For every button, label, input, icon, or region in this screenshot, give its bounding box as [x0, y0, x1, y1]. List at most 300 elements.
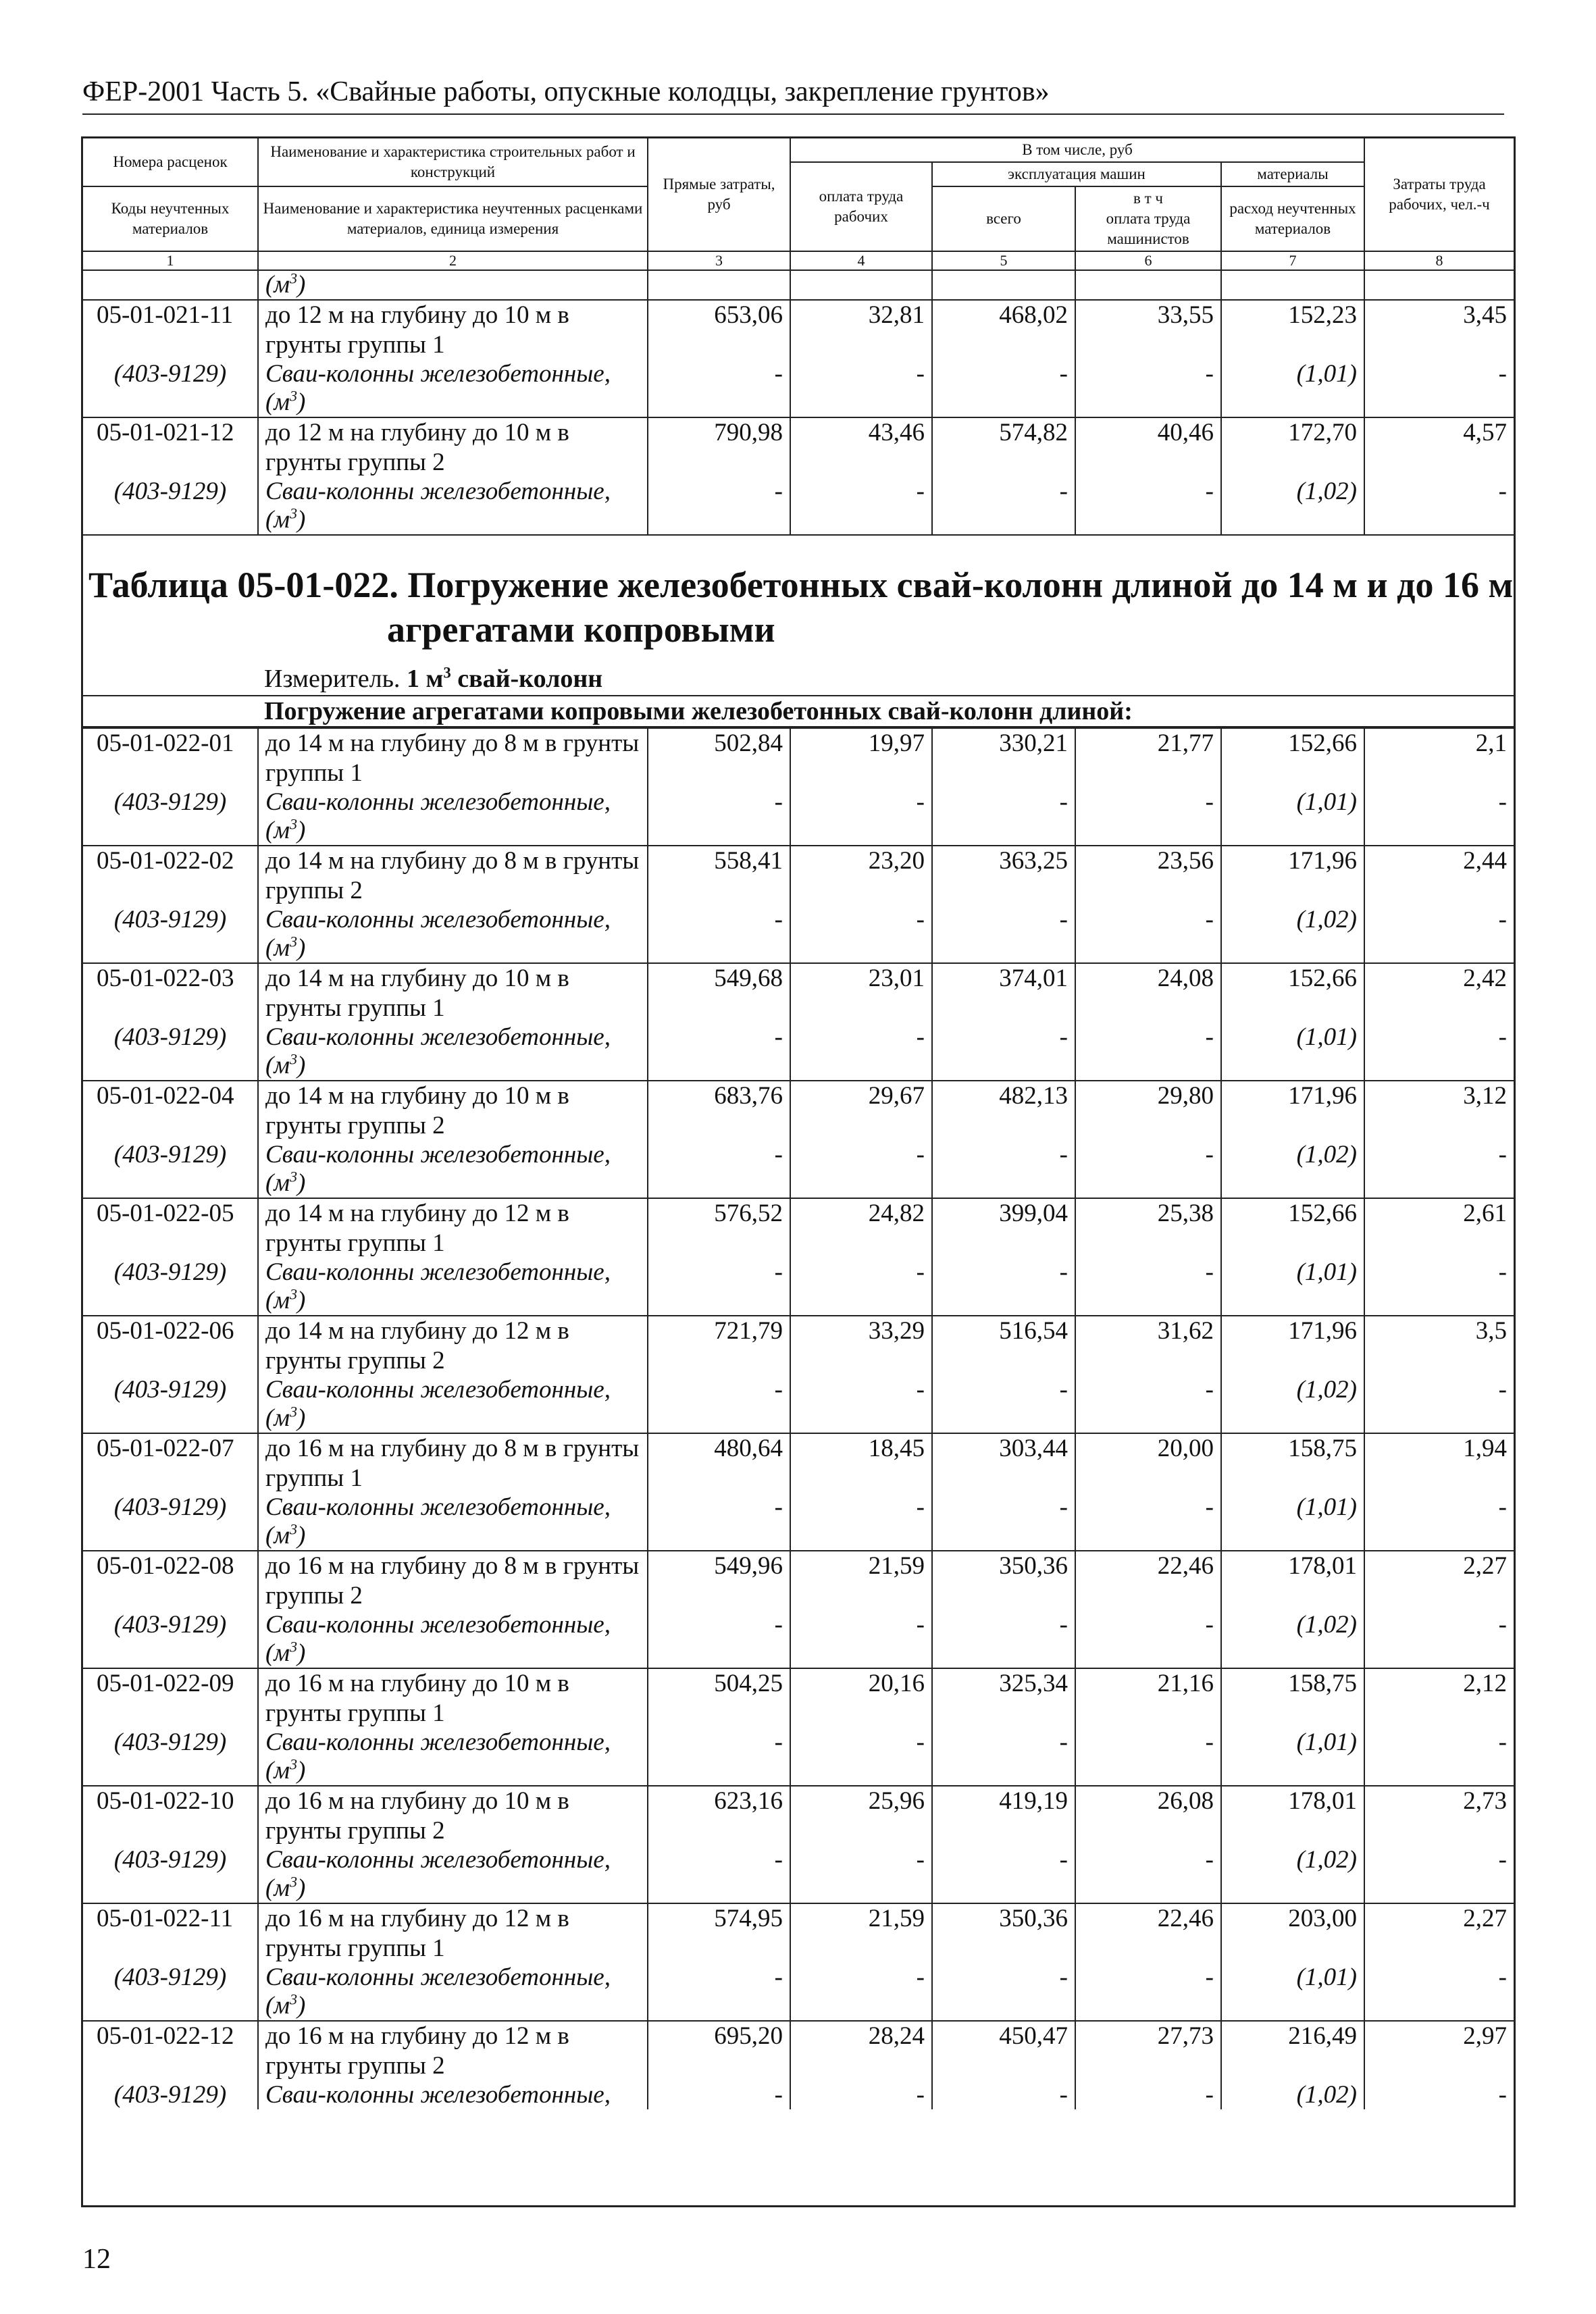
labor-hours: 2,61	[1364, 1198, 1514, 1258]
price-row	[83, 1551, 1514, 1611]
material-description: Сваи-колонны железобетонные, $(м^3)$	[258, 360, 648, 417]
material-code: (403-9129)	[83, 1023, 258, 1081]
machinists-wages: 29,80	[1075, 1081, 1221, 1141]
material-quantity: (1,01)	[1221, 788, 1364, 846]
labor-hours: 2,42	[1364, 963, 1514, 1023]
materials-cost: 158,75	[1221, 1668, 1364, 1728]
machinists-dash: -	[1075, 1493, 1221, 1551]
material-code: (403-9129)	[83, 1963, 258, 2021]
material-unit: (м	[265, 1052, 290, 1079]
machines-total: 374,01	[932, 963, 1075, 1023]
machinists-dash: -	[1075, 1728, 1221, 1786]
material-quantity: (1,02)	[1221, 1611, 1364, 1668]
material-row	[83, 478, 1514, 534]
material-quantity: (1,02)	[1221, 1376, 1364, 1433]
labor-hours: 2,12	[1364, 1668, 1514, 1728]
material-row	[83, 1728, 1514, 1786]
material-unit: (м	[265, 1992, 290, 2020]
work-description: до 16 м на глубину до 8 м в грунты группы 2	[258, 1551, 648, 1611]
machines-dash: -	[932, 1611, 1075, 1668]
material-quantity: (1,02)	[1221, 1846, 1364, 1903]
machinists-dash: -	[1075, 1258, 1221, 1316]
machinists-dash: -	[1075, 360, 1221, 417]
machinists-wages: 23,56	[1075, 846, 1221, 906]
col-num-1: 1	[83, 251, 258, 270]
material-description: Сваи-колонны железобетонные, $(м^3)$	[258, 1963, 648, 2021]
col-num-3: 3	[648, 251, 790, 270]
price-row	[83, 1433, 1514, 1493]
wages-dash: -	[790, 478, 932, 534]
price-row	[83, 1786, 1514, 1846]
price-row	[83, 1668, 1514, 1728]
material-quantity: (1,01)	[1221, 1963, 1364, 2021]
material-row	[83, 1611, 1514, 1668]
wages: 21,59	[790, 1903, 932, 1963]
labor-dash: -	[1364, 1611, 1514, 1668]
machinists-wages: 40,46	[1075, 417, 1221, 478]
header-machines-group: эксплуатация машин	[932, 162, 1221, 186]
header-codes-top: Номера расценок	[83, 138, 258, 186]
direct-costs-dash: -	[648, 1376, 790, 1433]
work-description: до 14 м на глубину до 8 м в грунты группы 2	[258, 846, 648, 906]
work-description: до 12 м на глубину до 10 м в грунты группы 2	[258, 417, 648, 478]
header-rule	[82, 113, 1504, 115]
labor-dash: -	[1364, 1963, 1514, 2021]
wages-dash: -	[790, 1023, 932, 1081]
direct-costs-dash: -	[648, 1728, 790, 1786]
rate-code: 05-01-022-07	[83, 1433, 258, 1493]
labor-dash: -	[1364, 788, 1514, 846]
material-code: (403-9129)	[83, 1141, 258, 1198]
wages-dash: -	[790, 1963, 932, 2021]
material-quantity: (1,01)	[1221, 1493, 1364, 1551]
table-body-before	[83, 271, 1514, 534]
material-description: Сваи-колонны железобетонные, $(м^3)$	[258, 478, 648, 534]
machinists-dash: -	[1075, 1846, 1221, 1903]
direct-costs: 695,20	[648, 2021, 790, 2081]
header-direct-costs: Прямые затраты, руб	[648, 138, 790, 251]
wages: 21,59	[790, 1551, 932, 1611]
wages-dash: -	[790, 1258, 932, 1316]
machinists-dash: -	[1075, 906, 1221, 963]
labor-hours: 4,57	[1364, 417, 1514, 478]
labor-hours: 2,1	[1364, 728, 1514, 788]
material-row	[83, 906, 1514, 963]
material-description: Сваи-колонны железобетонные, $(м^3)$	[258, 1141, 648, 1198]
machinists-wages: 22,46	[1075, 1903, 1221, 1963]
machines-total: 399,04	[932, 1198, 1075, 1258]
material-description: Сваи-колонны железобетонные, $(м^3)$	[258, 1493, 648, 1551]
machinists-dash: -	[1075, 788, 1221, 846]
wages: 43,46	[790, 417, 932, 478]
material-unit: (м	[265, 1874, 290, 1902]
material-unit: (м	[265, 817, 290, 844]
price-row	[83, 1198, 1514, 1258]
wages: 33,29	[790, 1316, 932, 1376]
machinists-wages: 22,46	[1075, 1551, 1221, 1611]
material-unit: (м	[265, 1287, 290, 1314]
material-code: (403-9129)	[83, 788, 258, 846]
section-caption: Погружение агрегатами копровыми железобетонных свай-колонн длиной:	[83, 695, 1514, 726]
machines-total: 350,36	[932, 1551, 1075, 1611]
wages: 24,82	[790, 1198, 932, 1258]
labor-dash: -	[1364, 1728, 1514, 1786]
machines-total: 303,44	[932, 1433, 1075, 1493]
direct-costs: 549,96	[648, 1551, 790, 1611]
machines-dash: -	[932, 1493, 1075, 1551]
wages: 29,67	[790, 1081, 932, 1141]
work-description: до 16 м на глубину до 10 м в грунты группы 1	[258, 1668, 648, 1728]
material-description: Сваи-колонны железобетонные, $(м^3)$	[258, 788, 648, 846]
rate-code: 05-01-022-04	[83, 1081, 258, 1141]
material-quantity: (1,01)	[1221, 1258, 1364, 1316]
machines-total: 450,47	[932, 2021, 1075, 2081]
labor-hours: 2,27	[1364, 1551, 1514, 1611]
machines-total: 468,02	[932, 300, 1075, 360]
wages: 19,97	[790, 728, 932, 788]
labor-dash: -	[1364, 1258, 1514, 1316]
work-description: до 14 м на глубину до 10 м в грунты группы 2	[258, 1081, 648, 1141]
machinists-wages: 21,77	[1075, 728, 1221, 788]
header-machines-total: всего	[932, 186, 1075, 251]
work-description: до 14 м на глубину до 8 м в грунты группы 1	[258, 728, 648, 788]
labor-dash: -	[1364, 1376, 1514, 1433]
measurement-unit	[83, 652, 1514, 695]
rate-code: 05-01-022-01	[83, 728, 258, 788]
labor-hours: 2,27	[1364, 1903, 1514, 1963]
col-num-6: 6	[1075, 251, 1221, 270]
material-row	[83, 1846, 1514, 1903]
wages-dash: -	[790, 788, 932, 846]
machinists-wages: 33,55	[1075, 300, 1221, 360]
work-description: до 16 м на глубину до 12 м в грунты группы 1	[258, 1903, 648, 1963]
material-row	[83, 2081, 1514, 2109]
meter-label: Измеритель.	[264, 665, 401, 693]
labor-hours: 2,97	[1364, 2021, 1514, 2081]
labor-dash: -	[1364, 1493, 1514, 1551]
machines-total: 516,54	[932, 1316, 1075, 1376]
wages: 23,01	[790, 963, 932, 1023]
machines-dash: -	[932, 478, 1075, 534]
material-quantity: (1,02)	[1221, 1141, 1364, 1198]
machinists-dash: -	[1075, 478, 1221, 534]
header-materials-use: расход неучтенных материалов	[1221, 186, 1364, 251]
machines-dash: -	[932, 788, 1075, 846]
page-number: 12	[82, 2244, 111, 2275]
materials-cost: 152,66	[1221, 963, 1364, 1023]
table-title: Таблица 05-01-022. Погружение железобетонных свай-колонн длиной до 14 м и до 16 м	[88, 565, 1514, 605]
labor-dash: -	[1364, 478, 1514, 534]
machinists-wages: 20,00	[1075, 1433, 1221, 1493]
material-unit: (м	[265, 1757, 290, 1784]
header-materials-group: материалы	[1221, 162, 1364, 186]
direct-costs-dash: -	[648, 906, 790, 963]
material-row	[83, 1376, 1514, 1433]
table-title-continued: агрегатами копровыми	[387, 609, 775, 650]
header-name-bottom: Наименование и характеристика неучтенных расценками материалов, единица измерения	[258, 186, 648, 251]
machines-dash: -	[932, 1376, 1075, 1433]
materials-cost: 171,96	[1221, 1316, 1364, 1376]
materials-cost: 178,01	[1221, 1551, 1364, 1611]
material-description: Сваи-колонны железобетонные, $(м^3)$	[258, 1376, 648, 1433]
machinists-dash: -	[1075, 1963, 1221, 2021]
labor-hours: 2,44	[1364, 846, 1514, 906]
direct-costs: 683,76	[648, 1081, 790, 1141]
materials-cost: 152,23	[1221, 300, 1364, 360]
labor-dash: -	[1364, 1846, 1514, 1903]
carryover-row: $(м^3)$	[83, 271, 1514, 300]
material-description: Сваи-колонны железобетонные, $(м^3)$	[258, 1023, 648, 1081]
materials-cost: 178,01	[1221, 1786, 1364, 1846]
machines-total: 330,21	[932, 728, 1075, 788]
wages-dash: -	[790, 1376, 932, 1433]
price-row	[83, 728, 1514, 788]
rate-code: 05-01-022-09	[83, 1668, 258, 1728]
wages-dash: -	[790, 1728, 932, 1786]
header-name-top: Наименование и характеристика строительных работ и конструкций	[258, 138, 648, 186]
wages-dash: -	[790, 1141, 932, 1198]
material-quantity: (1,01)	[1221, 1728, 1364, 1786]
material-row	[83, 1141, 1514, 1198]
machinists-wages: 27,73	[1075, 2021, 1221, 2081]
material-description: Сваи-колонны железобетонные, $(м^3)$	[258, 906, 648, 963]
price-table	[81, 136, 1516, 2207]
work-description: до 16 м на глубину до 10 м в грунты группы 2	[258, 1786, 648, 1846]
table-header	[83, 138, 1514, 271]
material-row	[83, 1258, 1514, 1316]
material-quantity: (1,01)	[1221, 1023, 1364, 1081]
direct-costs-dash: -	[648, 1846, 790, 1903]
machines-dash: -	[932, 1846, 1075, 1903]
materials-cost: 171,96	[1221, 1081, 1364, 1141]
machines-dash: -	[932, 906, 1075, 963]
material-unit: (м	[265, 388, 290, 416]
material-row	[83, 788, 1514, 846]
material-code: (403-9129)	[83, 1728, 258, 1786]
price-row	[83, 963, 1514, 1023]
rate-code: 05-01-022-05	[83, 1198, 258, 1258]
material-code: (403-9129)	[83, 1376, 258, 1433]
materials-cost: 152,66	[1221, 1198, 1364, 1258]
rate-code: 05-01-022-03	[83, 963, 258, 1023]
work-description: до 14 м на глубину до 10 м в грунты группы 1	[258, 963, 648, 1023]
material-code: (403-9129)	[83, 360, 258, 417]
machinists-dash: -	[1075, 1376, 1221, 1433]
direct-costs: 623,16	[648, 1786, 790, 1846]
header-wages: оплата труда рабочих	[790, 162, 932, 251]
wages-dash: -	[790, 1611, 932, 1668]
material-description: Сваи-колонны железобетонные, $(м^3)$	[258, 1846, 648, 1903]
rate-code: 05-01-021-12	[83, 417, 258, 478]
direct-costs-dash: -	[648, 1493, 790, 1551]
rate-code: 05-01-021-11	[83, 300, 258, 360]
material-quantity: (1,02)	[1221, 2081, 1364, 2109]
wages-dash: -	[790, 1493, 932, 1551]
machinists-dash: -	[1075, 1141, 1221, 1198]
machines-dash: -	[932, 1258, 1075, 1316]
material-code: (403-9129)	[83, 1493, 258, 1551]
wages-dash: -	[790, 1846, 932, 1903]
material-quantity: (1,02)	[1221, 906, 1364, 963]
direct-costs-dash: -	[648, 360, 790, 417]
work-description: до 12 м на глубину до 10 м в грунты группы 1	[258, 300, 648, 360]
direct-costs: 480,64	[648, 1433, 790, 1493]
price-row	[83, 1081, 1514, 1141]
material-description: Сваи-колонны железобетонные,	[258, 2081, 648, 2109]
direct-costs-dash: -	[648, 1141, 790, 1198]
labor-dash: -	[1364, 1141, 1514, 1198]
direct-costs-dash: -	[648, 2081, 790, 2109]
direct-costs-dash: -	[648, 1023, 790, 1081]
labor-hours: 1,94	[1364, 1433, 1514, 1493]
material-row	[83, 1963, 1514, 2021]
labor-hours: 3,12	[1364, 1081, 1514, 1141]
carryover-unit: (м	[265, 271, 290, 299]
header-machinists-label: оплата труда машинистов	[1106, 210, 1191, 247]
wages-dash: -	[790, 2081, 932, 2109]
work-description: до 16 м на глубину до 8 м в грунты группы 1	[258, 1433, 648, 1493]
direct-costs-dash: -	[648, 1963, 790, 2021]
materials-cost: 158,75	[1221, 1433, 1364, 1493]
work-description: до 14 м на глубину до 12 м в грунты группы 1	[258, 1198, 648, 1258]
price-row	[83, 1903, 1514, 1963]
table-body	[83, 727, 1514, 2109]
rate-code: 05-01-022-12	[83, 2021, 258, 2081]
materials-cost: 152,66	[1221, 728, 1364, 788]
material-quantity: (1,02)	[1221, 478, 1364, 534]
wages: 23,20	[790, 846, 932, 906]
direct-costs: 502,84	[648, 728, 790, 788]
machinists-wages: 24,08	[1075, 963, 1221, 1023]
wages: 28,24	[790, 2021, 932, 2081]
machines-dash: -	[932, 1963, 1075, 2021]
direct-costs-dash: -	[648, 1258, 790, 1316]
work-description: до 14 м на глубину до 12 м в грунты группы 2	[258, 1316, 648, 1376]
wages-dash: -	[790, 906, 932, 963]
running-header: ФЕР-2001 Часть 5. «Свайные работы, опускные колодцы, закрепление грунтов»	[82, 76, 1050, 107]
labor-dash: -	[1364, 1023, 1514, 1081]
rate-code: 05-01-022-06	[83, 1316, 258, 1376]
material-row	[83, 1493, 1514, 1551]
material-description: Сваи-колонны железобетонные, $(м^3)$	[258, 1258, 648, 1316]
material-code: (403-9129)	[83, 1846, 258, 1903]
materials-cost: 172,70	[1221, 417, 1364, 478]
machines-total: 363,25	[932, 846, 1075, 906]
material-code: (403-9129)	[83, 1611, 258, 1668]
wages-dash: -	[790, 360, 932, 417]
col-num-2: 2	[258, 251, 648, 270]
material-code: (403-9129)	[83, 478, 258, 534]
col-num-8: 8	[1364, 251, 1514, 270]
work-description: до 16 м на глубину до 12 м в грунты группы 2	[258, 2021, 648, 2081]
labor-hours: 3,45	[1364, 300, 1514, 360]
rate-code: 05-01-022-02	[83, 846, 258, 906]
header-labor: Затраты труда рабочих, чел.-ч	[1364, 138, 1514, 251]
material-quantity: (1,01)	[1221, 360, 1364, 417]
machinists-dash: -	[1075, 2081, 1221, 2109]
direct-costs-dash: -	[648, 1611, 790, 1668]
wages: 18,45	[790, 1433, 932, 1493]
col-num-4: 4	[790, 251, 932, 270]
wages: 20,16	[790, 1668, 932, 1728]
machinists-wages: 21,16	[1075, 1668, 1221, 1728]
header-including: В том числе, руб	[790, 138, 1364, 162]
labor-dash: -	[1364, 906, 1514, 963]
table-title-block	[83, 534, 1514, 727]
materials-cost: 216,49	[1221, 2021, 1364, 2081]
machinists-wages: 31,62	[1075, 1316, 1221, 1376]
materials-cost: 171,96	[1221, 846, 1364, 906]
direct-costs: 558,41	[648, 846, 790, 906]
price-row	[83, 2021, 1514, 2081]
machines-total: 574,82	[932, 417, 1075, 478]
price-row	[83, 846, 1514, 906]
col-num-7: 7	[1221, 251, 1364, 270]
direct-costs: 721,79	[648, 1316, 790, 1376]
rate-code: 05-01-022-08	[83, 1551, 258, 1611]
material-description: Сваи-колонны железобетонные, $(м^3)$	[258, 1728, 648, 1786]
machines-total: 350,36	[932, 1903, 1075, 1963]
rate-code: 05-01-022-10	[83, 1786, 258, 1846]
machinists-dash: -	[1075, 1611, 1221, 1668]
header-machinists	[1075, 186, 1221, 251]
col-num-5: 5	[932, 251, 1075, 270]
direct-costs: 576,52	[648, 1198, 790, 1258]
material-code: (403-9129)	[83, 1258, 258, 1316]
material-unit: (м	[265, 1169, 290, 1197]
wages: 25,96	[790, 1786, 932, 1846]
direct-costs: 574,95	[648, 1903, 790, 1963]
machines-dash: -	[932, 2081, 1075, 2109]
direct-costs: 653,06	[648, 300, 790, 360]
labor-dash: -	[1364, 360, 1514, 417]
materials-cost: 203,00	[1221, 1903, 1364, 1963]
material-unit: (м	[265, 934, 290, 962]
machines-dash: -	[932, 1728, 1075, 1786]
material-row	[83, 1023, 1514, 1081]
direct-costs-dash: -	[648, 788, 790, 846]
machines-dash: -	[932, 360, 1075, 417]
material-unit: (м	[265, 1404, 290, 1432]
price-row	[83, 417, 1514, 478]
machinists-dash: -	[1075, 1023, 1221, 1081]
direct-costs-dash: -	[648, 478, 790, 534]
machines-dash: -	[932, 1023, 1075, 1081]
direct-costs: 549,68	[648, 963, 790, 1023]
machines-total: 325,34	[932, 1668, 1075, 1728]
labor-hours: 3,5	[1364, 1316, 1514, 1376]
machinists-wages: 25,38	[1075, 1198, 1221, 1258]
material-unit: (м	[265, 506, 290, 534]
meter-value: 1 $м^3$ свай-колонн	[406, 664, 603, 693]
rate-code: 05-01-022-11	[83, 1903, 258, 1963]
material-row	[83, 360, 1514, 417]
labor-hours: 2,73	[1364, 1786, 1514, 1846]
machines-dash: -	[932, 1141, 1075, 1198]
machinists-wages: 26,08	[1075, 1786, 1221, 1846]
machines-total: 482,13	[932, 1081, 1075, 1141]
material-description: Сваи-колонны железобетонные, $(м^3)$	[258, 1611, 648, 1668]
material-unit: (м	[265, 1639, 290, 1667]
material-unit: (м	[265, 1522, 290, 1549]
material-code: (403-9129)	[83, 906, 258, 963]
header-codes-bottom: Коды неучтенных материалов	[83, 186, 258, 251]
price-row	[83, 300, 1514, 360]
price-row	[83, 1316, 1514, 1376]
header-machinists-prefix: в т ч	[1133, 190, 1163, 207]
labor-dash: -	[1364, 2081, 1514, 2109]
wages: 32,81	[790, 300, 932, 360]
